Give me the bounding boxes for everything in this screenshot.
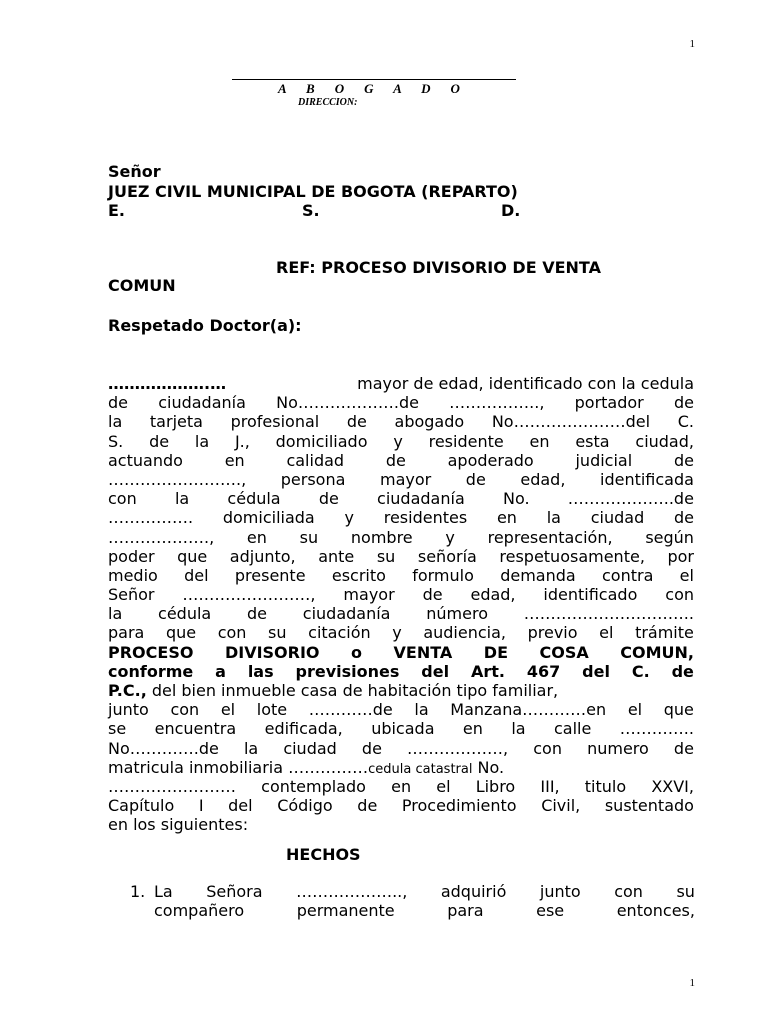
word: de bbox=[247, 604, 267, 624]
word: Señor bbox=[108, 585, 155, 605]
word: ……………. bbox=[108, 508, 194, 528]
word: la bbox=[194, 431, 210, 451]
body-text bbox=[108, 508, 694, 527]
word: del bbox=[582, 661, 610, 681]
word: J., bbox=[234, 431, 250, 451]
word: ciudadanía bbox=[377, 489, 465, 509]
word: de bbox=[671, 661, 694, 681]
word: COSA bbox=[539, 642, 589, 662]
list-item-number: 1. bbox=[130, 882, 146, 901]
body-text bbox=[108, 393, 694, 412]
word: titulo bbox=[584, 776, 627, 796]
body-line bbox=[108, 739, 694, 758]
word: contemplado bbox=[261, 776, 366, 796]
word: adjunto, bbox=[229, 546, 296, 566]
word: el bbox=[220, 700, 236, 720]
body-line bbox=[108, 374, 694, 393]
word: ………………………….. bbox=[523, 604, 694, 624]
word: domiciliada bbox=[222, 508, 315, 528]
legal-basis-bold bbox=[108, 662, 694, 681]
word: residente bbox=[428, 431, 504, 451]
word: portador bbox=[574, 393, 644, 413]
word: identificada bbox=[600, 469, 694, 489]
word: con bbox=[665, 585, 694, 605]
word: Procedimiento bbox=[401, 796, 517, 816]
body-line bbox=[108, 604, 694, 623]
word: de bbox=[361, 738, 382, 758]
word: junto bbox=[108, 700, 149, 720]
word: la bbox=[174, 489, 190, 509]
body-line bbox=[108, 547, 694, 566]
word: nombre bbox=[350, 527, 413, 547]
word: de bbox=[673, 450, 694, 470]
greeting: Respetado Doctor(a): bbox=[108, 316, 302, 335]
word: del bbox=[184, 565, 209, 585]
word: las bbox=[247, 661, 274, 681]
word: la bbox=[546, 508, 561, 528]
word: trámite bbox=[635, 623, 694, 643]
word: poder bbox=[108, 546, 155, 566]
body-line bbox=[108, 700, 694, 719]
word: ciudadanía bbox=[302, 604, 391, 624]
word: por bbox=[667, 546, 694, 566]
word: la bbox=[108, 604, 123, 624]
word: según bbox=[645, 527, 694, 547]
word: escrito bbox=[331, 565, 386, 585]
body-line-bold bbox=[108, 643, 694, 662]
word: con bbox=[533, 738, 562, 758]
word: y bbox=[344, 508, 354, 528]
word: de bbox=[422, 585, 443, 605]
body-line bbox=[108, 758, 694, 777]
word: actuando bbox=[108, 450, 183, 470]
body-text bbox=[108, 777, 694, 796]
word: la bbox=[511, 719, 526, 739]
word: medio bbox=[108, 565, 158, 585]
word: ………………., bbox=[108, 527, 215, 547]
body-line bbox=[108, 412, 694, 431]
body-text: No. bbox=[472, 757, 505, 777]
word: y bbox=[393, 431, 403, 451]
word: de bbox=[108, 393, 128, 413]
word: mayor bbox=[343, 585, 395, 605]
word: o bbox=[351, 642, 363, 662]
list-item-line bbox=[154, 901, 695, 920]
word: su bbox=[376, 546, 396, 566]
word: su bbox=[676, 882, 695, 901]
word: y bbox=[445, 527, 455, 547]
word: citación bbox=[308, 623, 371, 643]
word: No………….de bbox=[108, 738, 219, 758]
section-heading-hechos: HECHOS bbox=[286, 845, 361, 864]
word: ……………….., bbox=[296, 882, 408, 901]
word: edad, bbox=[520, 469, 566, 489]
word: y bbox=[392, 623, 402, 643]
page-number-top: 1 bbox=[689, 38, 695, 50]
word: apoderado bbox=[447, 450, 534, 470]
word: con bbox=[614, 882, 643, 901]
body-line bbox=[108, 623, 694, 642]
word: Señora bbox=[206, 882, 263, 901]
word: su bbox=[268, 623, 287, 643]
word: del bbox=[228, 796, 253, 816]
word: en bbox=[224, 450, 245, 470]
word: Capítulo bbox=[108, 796, 175, 816]
word: S. bbox=[108, 431, 124, 451]
word: calle bbox=[554, 719, 592, 739]
word: de bbox=[385, 450, 406, 470]
body-text bbox=[108, 623, 694, 642]
body-line bbox=[108, 681, 694, 700]
word: adquirió bbox=[440, 882, 507, 901]
word: domiciliado bbox=[275, 431, 368, 451]
word: ……………………., bbox=[108, 469, 247, 489]
word: de bbox=[357, 796, 378, 816]
body-text: matricula inmobiliaria …………… bbox=[108, 757, 369, 777]
process-type-bold bbox=[108, 643, 694, 662]
list-item-line bbox=[154, 882, 695, 901]
word: de bbox=[465, 469, 486, 489]
word: el bbox=[679, 565, 694, 585]
body-line bbox=[108, 719, 694, 738]
salutation: Señor bbox=[108, 162, 161, 181]
word: Libro bbox=[475, 776, 516, 796]
word: numero bbox=[587, 738, 649, 758]
addressee: JUEZ CIVIL MUNICIPAL DE BOGOTA (REPARTO) bbox=[108, 182, 518, 201]
word: la bbox=[414, 700, 429, 720]
list-item-text bbox=[154, 901, 695, 920]
word: entonces, bbox=[616, 901, 695, 921]
word: Civil, bbox=[541, 796, 581, 816]
cadastral-label-small: cedula catastral bbox=[368, 761, 473, 777]
address-s: S. bbox=[302, 201, 320, 220]
word: de bbox=[673, 738, 694, 758]
body-text: mayor de edad, identificado con la cedula bbox=[357, 374, 694, 393]
word: que bbox=[165, 623, 197, 643]
body-text bbox=[108, 528, 694, 547]
word: permanente bbox=[296, 901, 395, 921]
word: esta bbox=[575, 431, 610, 451]
body-line bbox=[108, 796, 694, 815]
word: de bbox=[149, 431, 170, 451]
word: ………………..de bbox=[567, 489, 694, 509]
word: presente bbox=[234, 565, 306, 585]
word: número bbox=[426, 604, 488, 624]
word: ante bbox=[318, 546, 355, 566]
word: …………………… bbox=[108, 776, 236, 796]
address-d: D. bbox=[501, 201, 521, 220]
word: 467 bbox=[526, 661, 561, 681]
word: de bbox=[673, 393, 694, 413]
word: el bbox=[436, 776, 451, 796]
body-text bbox=[108, 604, 694, 623]
word: La bbox=[154, 882, 173, 901]
body-line bbox=[108, 585, 694, 604]
word: edad, bbox=[470, 585, 516, 605]
code-abbrev-bold: P.C., bbox=[108, 681, 147, 700]
body-line-bold bbox=[108, 662, 694, 681]
word: la bbox=[243, 738, 259, 758]
word: III, bbox=[540, 776, 560, 796]
body-text bbox=[108, 547, 694, 566]
reference-line-2: COMUN bbox=[108, 276, 176, 295]
word: identificado bbox=[543, 585, 638, 605]
word: …………….., bbox=[449, 393, 545, 413]
body-line bbox=[108, 489, 694, 508]
body-line bbox=[108, 528, 694, 547]
word: con bbox=[170, 700, 200, 720]
word: encuentra bbox=[154, 719, 237, 739]
body-line bbox=[108, 508, 694, 527]
address-e: E. bbox=[108, 201, 126, 220]
word: tarjeta bbox=[149, 412, 203, 432]
word: su bbox=[299, 527, 319, 547]
word: audiencia, bbox=[423, 623, 506, 643]
word: en bbox=[246, 527, 267, 547]
word: No…………………del bbox=[491, 412, 651, 432]
body-text bbox=[108, 489, 694, 508]
word: se bbox=[108, 719, 127, 739]
body-line bbox=[108, 777, 694, 796]
word: del bbox=[421, 661, 450, 681]
word: ciudadanía bbox=[158, 393, 246, 413]
word: DIVISORIO bbox=[224, 642, 320, 662]
word: para bbox=[447, 901, 484, 921]
word: que bbox=[177, 546, 208, 566]
word: para bbox=[108, 623, 145, 643]
word: C. bbox=[677, 412, 694, 432]
word: de bbox=[318, 489, 339, 509]
body-line-last bbox=[108, 815, 694, 834]
word: residentes bbox=[383, 508, 468, 528]
word: previo bbox=[527, 623, 578, 643]
word: compañero bbox=[154, 901, 245, 921]
word: representación, bbox=[487, 527, 613, 547]
word: previsiones bbox=[295, 661, 400, 681]
word: VENTA bbox=[393, 642, 453, 662]
word: ……………………, bbox=[182, 585, 316, 605]
word: ………….. bbox=[619, 719, 694, 739]
word: Código bbox=[277, 796, 333, 816]
letterhead-subtitle: DIRECCION: bbox=[298, 97, 358, 108]
word: persona bbox=[280, 469, 346, 489]
word: demanda bbox=[500, 565, 576, 585]
word: abogado bbox=[394, 412, 465, 432]
body-text bbox=[108, 470, 694, 489]
word: formulo bbox=[412, 565, 474, 585]
word: respetuosamente, bbox=[499, 546, 645, 566]
word: el bbox=[627, 700, 643, 720]
word: profesional bbox=[230, 412, 320, 432]
word: con bbox=[217, 623, 247, 643]
body-line bbox=[108, 432, 694, 451]
word: el bbox=[599, 623, 614, 643]
word: lote bbox=[256, 700, 288, 720]
word: junto bbox=[539, 882, 581, 901]
word: XXVI, bbox=[651, 776, 694, 796]
letterhead-title: A B O G A D O bbox=[278, 81, 469, 96]
word: Art. bbox=[470, 661, 505, 681]
word: sustentado bbox=[604, 796, 694, 816]
word: DE bbox=[483, 642, 509, 662]
reference-line-1: REF: PROCESO DIVISORIO DE VENTA bbox=[276, 258, 601, 277]
body-text bbox=[108, 412, 694, 431]
body-text: del bien inmueble casa de habitación tipo familiar, bbox=[146, 681, 559, 700]
word: conforme bbox=[108, 661, 194, 681]
list-item bbox=[154, 882, 695, 920]
word: que bbox=[663, 700, 694, 720]
client-name-placeholder: ……………….… bbox=[108, 374, 227, 393]
word: I bbox=[198, 796, 204, 816]
word: ese bbox=[536, 901, 565, 921]
word: COMUN, bbox=[620, 642, 694, 662]
word: ubicada bbox=[371, 719, 435, 739]
header-rule bbox=[232, 79, 516, 80]
word: de bbox=[673, 508, 694, 528]
word: Manzana…………en bbox=[450, 700, 607, 720]
word: en bbox=[462, 719, 483, 739]
word: en bbox=[529, 431, 550, 451]
word: calidad bbox=[286, 450, 345, 470]
word: de bbox=[346, 412, 367, 432]
word: la bbox=[108, 412, 123, 432]
page-number-bottom: 1 bbox=[689, 977, 695, 989]
word: contra bbox=[601, 565, 654, 585]
word: …………de bbox=[308, 700, 393, 720]
word: en bbox=[391, 776, 412, 796]
word: mayor bbox=[379, 469, 432, 489]
word: ………………, bbox=[407, 738, 509, 758]
word: No. bbox=[502, 489, 530, 509]
list-item-text bbox=[154, 882, 695, 901]
body-text bbox=[108, 585, 694, 604]
word: a bbox=[215, 661, 226, 681]
word: señoría bbox=[417, 546, 477, 566]
word: PROCESO bbox=[108, 642, 194, 662]
body-text bbox=[108, 566, 694, 585]
body-line bbox=[108, 470, 694, 489]
body-text bbox=[108, 796, 694, 815]
word: ciudad, bbox=[635, 431, 694, 451]
word: en bbox=[496, 508, 517, 528]
body-line bbox=[108, 393, 694, 412]
word: cédula bbox=[227, 489, 281, 509]
body-paragraph bbox=[108, 374, 694, 835]
word: cédula bbox=[158, 604, 212, 624]
body-text bbox=[108, 739, 694, 758]
body-text bbox=[108, 451, 694, 470]
body-text bbox=[108, 700, 694, 719]
body-text: en los siguientes: bbox=[108, 815, 249, 835]
word: No……………….de bbox=[276, 393, 419, 413]
body-text bbox=[108, 432, 694, 451]
word: edificada, bbox=[264, 719, 343, 739]
word: con bbox=[108, 489, 137, 509]
body-line bbox=[108, 566, 694, 585]
word: ciudad bbox=[283, 738, 337, 758]
word: judicial bbox=[575, 450, 633, 470]
body-text bbox=[108, 719, 694, 738]
body-line bbox=[108, 451, 694, 470]
word: C. bbox=[631, 661, 650, 681]
word: ciudad bbox=[590, 508, 645, 528]
